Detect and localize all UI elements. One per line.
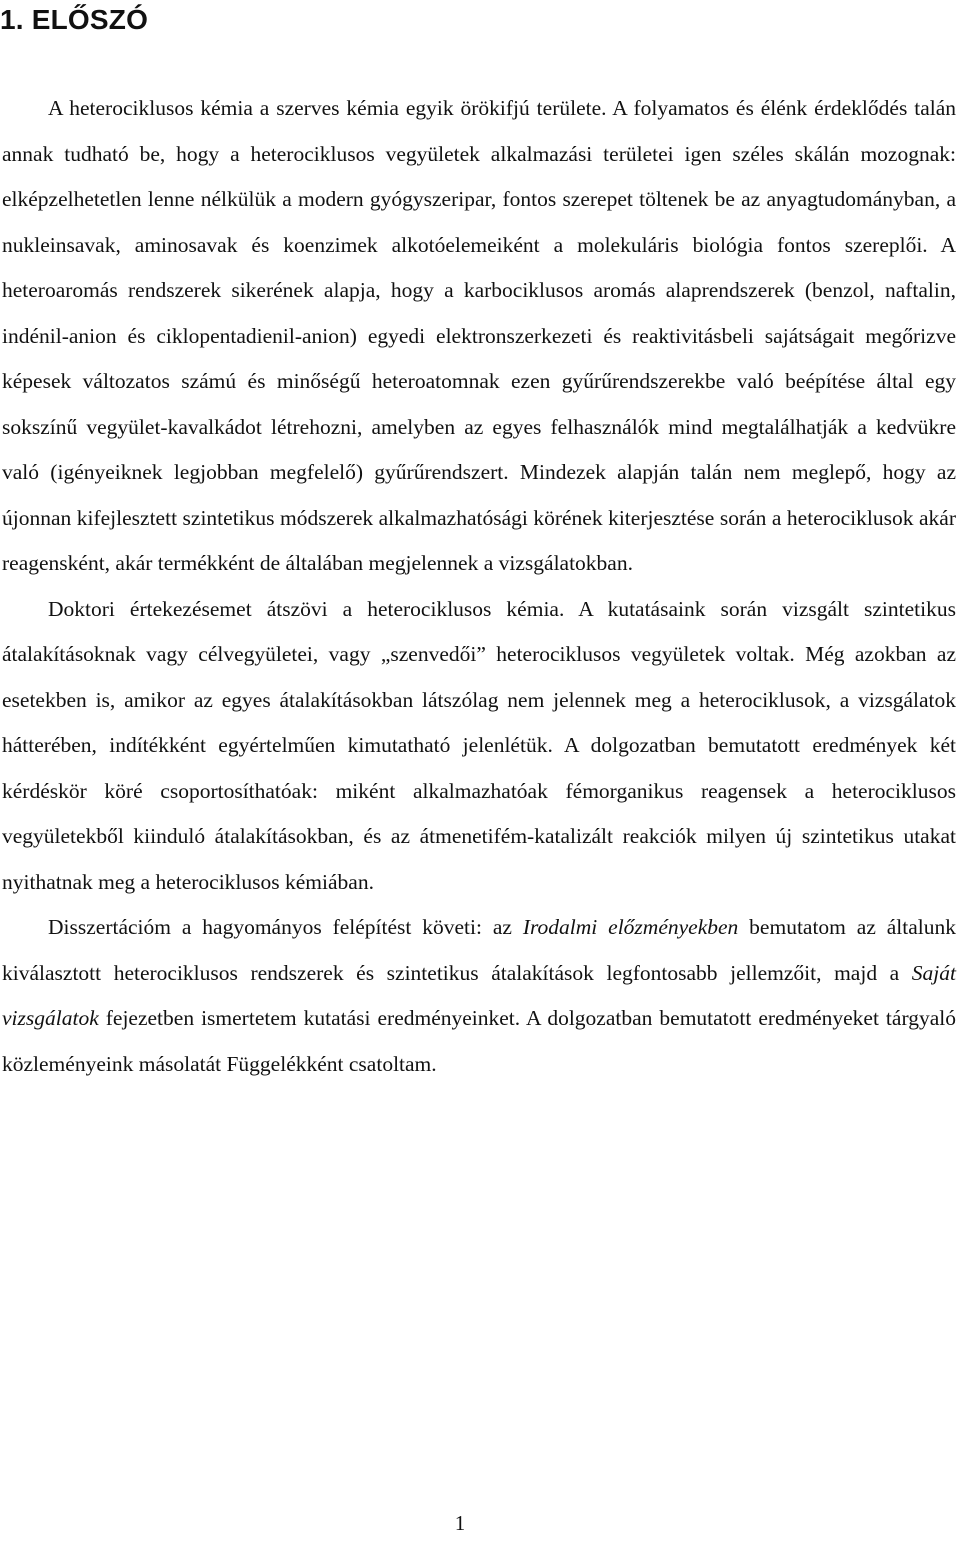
italic-term-irodalmi-elozmenyek: Irodalmi előzményekben — [522, 915, 739, 939]
italic-term-sajat-vizsgalatok: Saját vizsgálatok — [2, 960, 956, 1030]
paragraph-3-text-3: fejezetben ismertetem kutatási eredményeinket. A dolgozatban bemutatott eredményeket tárgyaló közleményeink másolatát Függelékként csatoltam. — [2, 1006, 956, 1076]
paragraph-3-text-2: bemutatom az általunk kiválasztott heterociklusos rendszerek és szintetikus átalakítások legfontosabb jellemzőit, majd a — [2, 915, 957, 985]
paragraph-1: A heterociklusos kémia a szerves kémia egyik örökifjú területe. A folyamatos és élénk érdeklődés talán annak tudható be, hogy a heterociklusos vegyületek alkalmazási területei igen széles skálán mozognak: elképzelhetetlen lenne nélkülük a modern gyógyszeripar, fontos szerepet töltenek be az anyagtudományban, a nukleinsavak, aminosavak és koenzimek alkotóelemeiként a molekuláris biológia fontos szereplői. A heteroaromás rendszerek sikerének alapja, hogy a karbociklusos aromás alaprendszerek (benzol, naftalin, indénil-anion és ciklopentadienil-anion) egyedi elektronszerkezeti és reaktivitásbeli sajátságait megőrizve képesek változatos számú és minőségű heteroatomnak ezen gyűrűrendszerekbe való beépítése által egy sokszínű vegyület-kavalkádot létrehozni, amelyben az egyes felhasználók mind megtalálhatják a kedvükre való (igényeiknek legjobban megfelelő) gyűrűrendszert. Mindezek alapján talán nem meglepő, hogy az újonnan kifejlesztett szintetikus módszerek alkalmazhatósági körének kiterjesztése során a heterociklusok akár reagensként, akár termékként de általában megjelennek a vizsgálatokban. — [2, 96, 956, 575]
paragraph-2: Doktori értekezésemet átszövi a heterociklusos kémia. A kutatásaink során vizsgált szintetikus átalakításoknak vagy célvegyületei, vagy „szenvedői” heterociklusos vegyületek voltak. Még azokban az esetekben is, amikor az egyes átalakításokban látszólag nem jelennek meg a heterociklusok, a vizsgálatok hátterében, indítékként egyértelműen kimutatható jelenlétük. A dolgozatban bemutatott eredmények két kérdéskör köré csoportosíthatóak: miként alkalmazhatóak fémorganikus reagensek a heterociklusos vegyületekből kiinduló átalakításokban, és az átmenetifém-katalizált reakciók milyen új szintetikus utakat nyithatnak meg a heterociklusos kémiában. — [2, 596, 956, 894]
page-number: 1 — [454, 1511, 466, 1535]
paragraph-3 — [2, 905, 956, 1087]
section-heading: 1. ELŐSZÓ — [0, 4, 149, 35]
body-text — [2, 86, 956, 1087]
paragraph-3-text-1: Disszertációm a hagyományos felépítést követi: az — [48, 915, 523, 939]
